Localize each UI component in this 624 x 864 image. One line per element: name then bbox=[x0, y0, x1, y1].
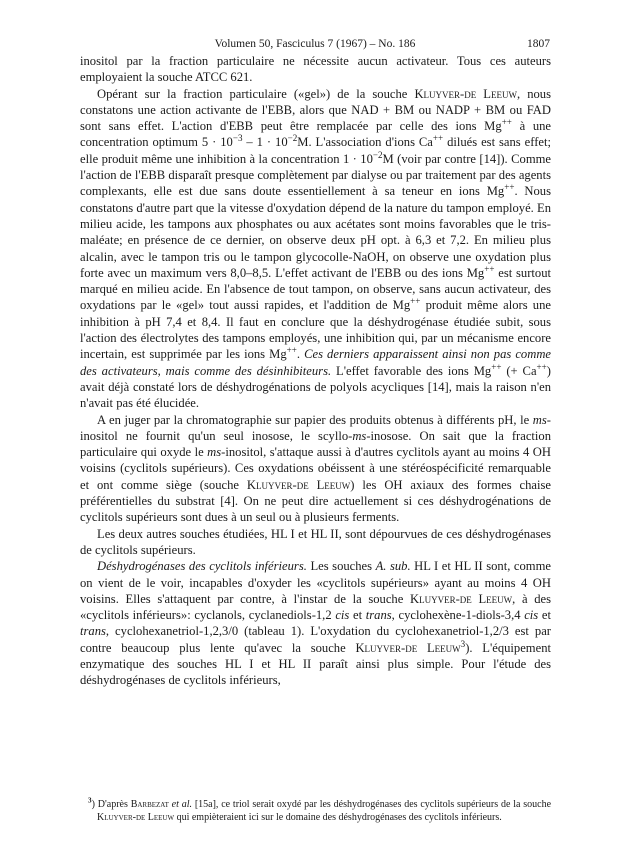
text-run: HL I et HL II sont, comme on vient de le voir, incapables d'oxyder les «cyclitols supérieurs» ayant au moins 4 OH voisins. Elles s'attaquent par contre, à l'instar de la souche bbox=[80, 559, 551, 606]
text-run: dilués est sans effet; elle produit même une inhibition à la concentration 1 · 10 bbox=[80, 135, 551, 166]
text-run: ) avait déjà constaté lors de déshydrogénations de polyols acycliques [14], mais la raison n'en n'avait pas été élucidée. bbox=[80, 363, 551, 411]
text-run: -inosose. On sait que la fraction particulaire qui oxyde le bbox=[80, 428, 551, 460]
superscript: ++ bbox=[501, 117, 512, 127]
italic-text: ms bbox=[352, 428, 367, 443]
author-name: Kluyver-de Leeuw bbox=[355, 640, 461, 655]
footnote bbox=[80, 796, 552, 825]
journal-citation: Volumen 50, Fasciculus 7 (1967) – No. 186 bbox=[214, 38, 416, 50]
italic-text: Ces derniers apparaissent ainsi non pas comme des activateurs, mais comme des désinhibiteurs. bbox=[80, 347, 551, 378]
text-run: [15a], ce triol serait oxydé par les déshydrogénases des cyclitols supérieurs de la souche bbox=[192, 799, 552, 810]
author-name: Kluyver-de Leeuw bbox=[97, 811, 175, 823]
author-name: Barbezat bbox=[130, 799, 169, 810]
author-name: Kluyver-de Leeuw bbox=[410, 591, 513, 606]
text-run: , cyclohexène-1-diols-3,4 bbox=[391, 608, 525, 623]
page-number: 1807 bbox=[527, 38, 550, 50]
superscript: ++ bbox=[491, 361, 502, 372]
text-run: , à des «cyclitols inférieurs»: cyclanols, cyclanediols-1,2 bbox=[80, 591, 551, 623]
italic-text: A. sub. bbox=[375, 559, 411, 574]
text-run: (+ Ca bbox=[501, 363, 537, 378]
text-run: à une concentration optimum 5 · 10 bbox=[80, 119, 551, 150]
text-run: . Nous constatons d'autre part que la vitesse d'oxydation dépend de la nature du tampon employé. En milieu acide, les tampons aux phosphates ou aux acétates sont moins favorables que le tris-maléate; en présence de ce dernier, on observe deux pH opt. à 6,3 et 7,2. En milieu plus alcalin, avec le tampon tris ou le tampon glycocolle-NaOH, on observe une oxydation plus forte avec un maximum vers 8,0–8,5. L'effet activant de l'EBB ou des ions Mg bbox=[80, 184, 552, 280]
text-run: qui empièteraient ici sur le domaine des déshydrogénases des cyclitols inférieurs. bbox=[174, 811, 502, 823]
italic-text: trans bbox=[365, 608, 392, 623]
text-run: , nous constatons une action activante de l'EBB, alors que NAD + BM ou NADP + BM ou FAD sont sans effet. L'action d'EBB peut être remplacée par celle des ions Mg bbox=[80, 86, 551, 134]
text-run: ) les OH axiaux des formes chaise préférentielles du substrat [4]. On ne peut dire actuellement si ces déshydrogénations de cyclitols supérieurs sont dues à un seul ou à plusieurs ferments. bbox=[80, 477, 551, 525]
text-run: produit même alors une inhibition à pH 7,4 et 8,4. Il faut en conclure que la déshydrogénase étudiée subit, sous l'action des électrolytes des tampons employés, une inhibition qui, par un mécanisme encore incertain, est supprimée par les ions Mg bbox=[80, 298, 551, 362]
author-name: Kluyver-de Leeuw bbox=[414, 86, 517, 101]
superscript: −3 bbox=[232, 133, 243, 144]
text-run: et bbox=[349, 608, 366, 623]
text-run: , cyclohexanetriol-1,2,3/0 (tableau 1). L'oxydation du cyclohexanetriol-1,2/3 est par contre beaucoup plus lente qu'avec la souche bbox=[80, 624, 551, 655]
text-run: Les deux autres souches étudiées, HL I et HL II, sont dépourvues de ces déshydrogénases de cyclitols supérieurs. bbox=[80, 526, 551, 557]
text-run: -inositol ne fournit qu'un seul inosose, le scyllo- bbox=[80, 412, 551, 443]
text-run: . bbox=[296, 347, 305, 362]
text-run: – 1 · 10 bbox=[242, 135, 288, 150]
text-run: inositol par la fraction particulaire ne nécessite aucun activateur. Tous ces auteurs employaient la souche ATCC 621. bbox=[80, 54, 551, 85]
italic-text: Déshydrogénases des cyclitols inférieurs. bbox=[97, 559, 307, 574]
superscript: 3 bbox=[460, 638, 466, 649]
italic-text: et al. bbox=[168, 799, 192, 810]
text-run: ) D'après bbox=[91, 799, 131, 810]
superscript: ++ bbox=[504, 182, 515, 193]
superscript: −2 bbox=[287, 133, 298, 144]
superscript: ++ bbox=[286, 345, 297, 356]
paragraph-chromatography bbox=[80, 412, 551, 526]
author-name: Kluyver-de Leeuw bbox=[246, 477, 351, 492]
text-run: L'effet favorable des ions Mg bbox=[331, 363, 492, 378]
text-run: est surtout marqué en milieu acide. En l'absence de tout tampon, on observe, sans aucun activateur, des oxydations par le «gel» tout aussi rapides, et l'addition de Mg bbox=[80, 265, 551, 313]
text-run: -inositol, s'attaque aussi à d'autres cyclitols ayant au moins 4 OH voisins (cyclitols supérieurs). Ces oxydations obéissent à une stéréospécificité remarquable et ont comme siège (souche bbox=[80, 445, 551, 492]
text-run: ). L'équipement enzymatique des souches HL I et HL II paraît ainsi plus simple. Pour l'étude des déshydrogénases de cyclitols inférieurs, bbox=[80, 640, 551, 688]
superscript: ++ bbox=[410, 296, 421, 307]
paragraph-hl-strains bbox=[80, 526, 551, 559]
superscript: ++ bbox=[432, 133, 444, 144]
running-head bbox=[80, 37, 550, 51]
italic-text: ms bbox=[207, 445, 222, 460]
paragraph-ebb-activation bbox=[80, 86, 551, 412]
text-run: Opérant sur la fraction particulaire («gel») de la souche bbox=[97, 86, 415, 101]
superscript: −2 bbox=[372, 149, 383, 160]
footnote-3 bbox=[80, 796, 552, 825]
italic-text: cis bbox=[524, 608, 539, 623]
italic-text: ms bbox=[532, 412, 547, 427]
italic-text: cis bbox=[335, 608, 350, 623]
text-run: et bbox=[538, 608, 551, 623]
superscript: ++ bbox=[536, 361, 547, 372]
text-run: A en juger par la chromatographie sur papier des produits obtenus à différents pH, le bbox=[97, 412, 533, 427]
paragraph-lower-cyclitols bbox=[80, 558, 551, 688]
body-text bbox=[80, 53, 551, 689]
text-run: M. L'association d'ions Ca bbox=[297, 135, 433, 150]
superscript: 3 bbox=[88, 796, 92, 805]
superscript: ++ bbox=[484, 263, 495, 274]
paragraph-continuation bbox=[80, 53, 551, 86]
italic-text: trans bbox=[80, 624, 106, 639]
text-run: Les souches bbox=[306, 559, 376, 574]
text-run: M (voir par contre [14]). Comme l'action de l'EBB disparaît presque complètement par dialyse ou par traitement par des agents complexants, elle est due sans doute essentiellement à sa teneur en ions Mg bbox=[80, 151, 551, 199]
